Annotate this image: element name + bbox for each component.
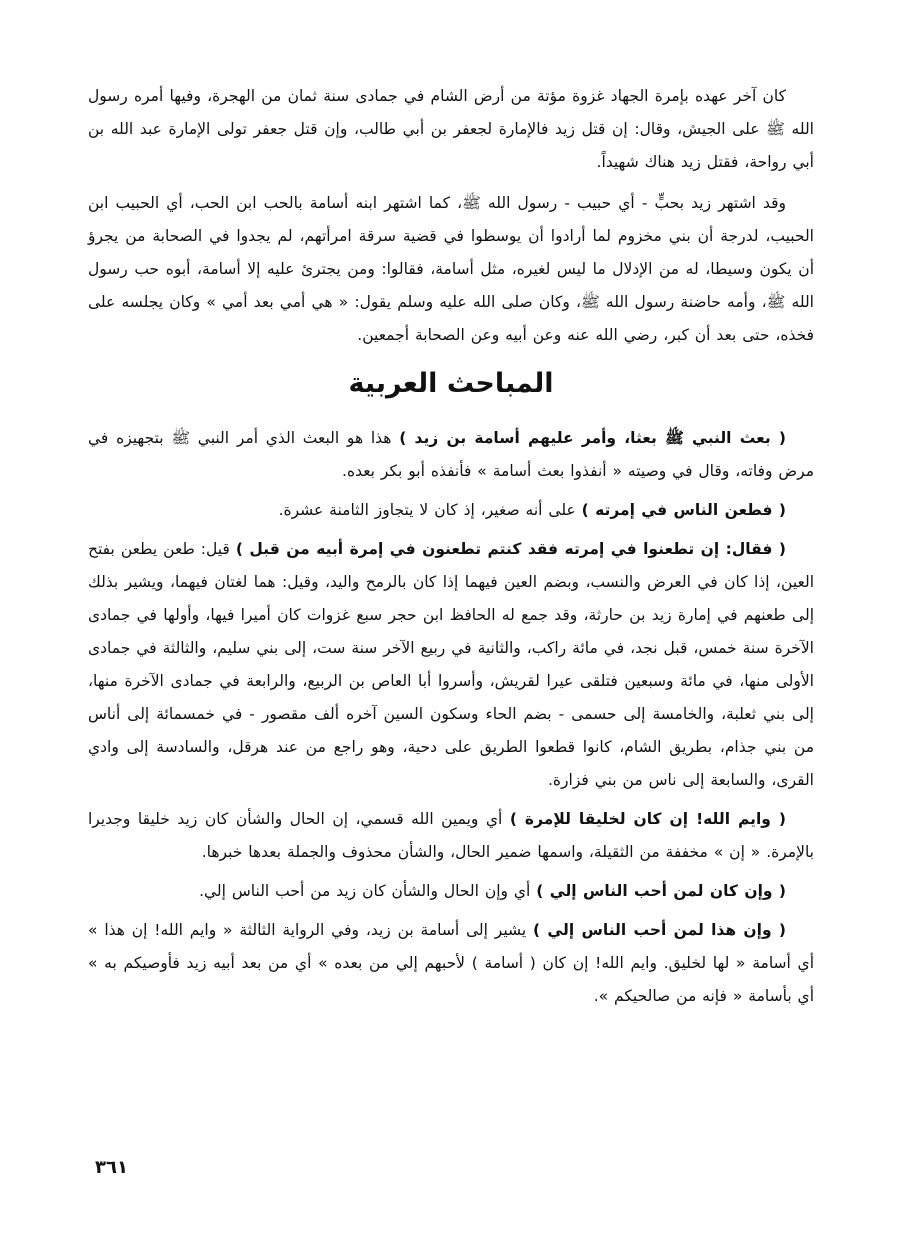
entry-paragraph (88, 422, 814, 488)
entry-paragraph (88, 494, 814, 527)
page-number: ٣٦١ (95, 1157, 128, 1178)
entry-text: قيل: طعن يطعن بفتح العين، إذا كان في العرض والنسب، وبضم العين فيهما إذا كان بالرمح واليد، وقيل: هما لغتان فيهما، ويشير بذلك إلى طعنهم في إمارة زيد بن حارثة، وقد جمع له الحافظ ابن حجر سبع غزوات كان أميرا فيها، وأولها في جمادى الآخرة سنة خمس، قبل نجد، في مائة راكب، والثانية في ربيع الآخر سنة ست، إلى بني سليم، والثالثة في جمادى الأولى منها، في مائة وسبعين فتلقى عيرا لقريش، وأسروا أبا العاص بن الربيع، والرابعة في جمادى الآخرة منها، إلى بني ثعلبة، والخامسة إلى حسمى - بضم الحاء وسكون السين آخره ألف مقصور - في خمسمائة إلى أناس من بني جذام، بطريق الشام، كانوا قطعوا الطريق على دحية، وهو راجع من عند هرقل، والسادسة إلى وادي القرى، والسابعة إلى ناس من بني فزارة. (88, 540, 814, 789)
intro-paragraph-2: وقد اشتهر زيد بحبٍّ - أي حبيب - رسول الله ﷺ، كما اشتهر ابنه أسامة بالحب ابن الحب، أي الحبيب ابن الحبيب، لدرجة أن بني مخزوم لما أرادوا أن يوسطوا في قضية سرقة امرأتهم، لم يجدوا في الصحابة من يجرؤ أن يكون وسيطا، له من الإدلال ما ليس لغيره، مثل أسامة، فقالوا: ومن يجترئ عليه إلا أسامة، أبوه حب رسول الله ﷺ، وأمه حاضنة رسول الله ﷺ، وكان صلى الله عليه وسلم يقول: « هي أمي بعد أمي » وكان يجلسه على فخذه، حتى بعد أن كبر، رضي الله عنه وعن أبيه وعن الصحابة أجمعين. (88, 194, 814, 344)
entry-paragraph (88, 533, 814, 797)
entry-text: هذا هو البعث الذي أمر النبي ﷺ بتجهيزه في مرض وفاته، وقال في وصيته « أنفذوا بعث أسامة » فأنفذه أبو بكر بعده. (88, 429, 814, 480)
entry-term: ( فقال: إن تطعنوا في إمرته فقد كنتم تطعنون في إمرة أبيه من قبل ) (235, 540, 786, 558)
entry-text: أي ويمين الله قسمي، إن الحال والشأن كان زيد خليقا وجديرا بالإمرة. « إن » مخففة من الثقيلة، واسمها ضمير الحال، والشأن محذوف والجملة بعدها خبرها. (88, 810, 814, 861)
entry-paragraph (88, 875, 814, 908)
document-page (88, 80, 814, 1180)
entry-term: ( وإن هذا لمن أحب الناس إلي ) (532, 921, 786, 939)
entry-paragraph (88, 914, 814, 1013)
section-heading: المباحث العربية (348, 368, 554, 399)
entry-term: ( وايم الله! إن كان لخليقا للإمرة ) (509, 810, 786, 828)
entry-text: أي وإن الحال والشأن كان زيد من أحب الناس إلي. (199, 882, 537, 900)
entry-text: على أنه صغير، إذ كان لا يتجاوز الثامنة عشرة. (278, 501, 582, 519)
intro-paragraph-1: كان آخر عهده بإمرة الجهاد غزوة مؤتة من أرض الشام في جمادى سنة ثمان من الهجرة، وفيها أمره رسول الله ﷺ على الجيش، وقال: إن قتل زيد فالإمارة لجعفر بن أبي طالب، وإن قتل جعفر تولى الإمارة عبد الله بن أبي رواحة، فقتل زيد هناك شهيداً. (88, 87, 814, 171)
entry-term: ( بعث النبي ﷺ بعثا، وأمر عليهم أسامة بن زيد ) (399, 429, 786, 447)
entry-paragraph (88, 803, 814, 869)
entry-term: ( وإن كان لمن أحب الناس إلي ) (536, 882, 786, 900)
entry-text: يشير إلى أسامة بن زيد، وفي الرواية الثالثة « وايم الله! إن هذا » أي أسامة « لها لخليق. وايم الله! إن كان ( أسامة ) لأحبهم إلي من بعده » أي من بعد أبيه زيد فأوصيكم به » أي بأسامة « فإنه من صالحيكم ». (88, 921, 814, 1005)
entry-term: ( فطعن الناس في إمرته ) (581, 501, 786, 519)
